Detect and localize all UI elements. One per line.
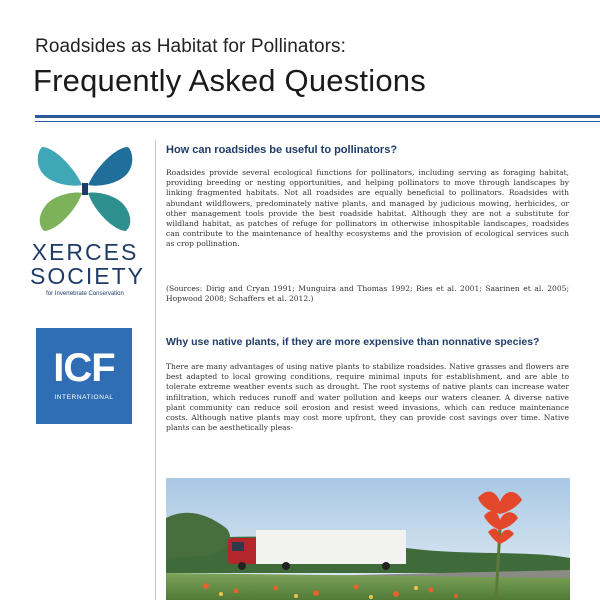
xerces-tagline: for Invertebrate Conservation [46, 291, 124, 297]
answer-paragraph-2: There are many advantages of using native plants to stabilize roadsides. Native grasses and flowers are best adapted to local growing conditions, require minimal inputs for establishment, and are able to tolerate extreme weather events such as drought. The root systems of native plants can increase water infiltration, which reduces runoff and water pollution and keeps our waters cleaner. A diverse native plant community can reduce soil erosion and resist weed invasions, which can reduce maintenance costs. Although native plants may cost more upfront, they can provide cost savings over time. Native plants can be aesthetically pleas- [166, 362, 569, 433]
icf-wordmark: ICF [53, 346, 115, 390]
xerces-wordmark-line2: SOCIETY [30, 263, 145, 289]
xerces-wordmark-line1: XERCES [31, 239, 139, 265]
page-title: Frequently Asked Questions [33, 63, 426, 98]
question-heading-2: Why use native plants, if they are more expensive than nonnative species? [166, 336, 540, 348]
question-heading-1: How can roadsides be useful to pollinators? [166, 144, 398, 156]
roadside-photo-graphic [166, 478, 570, 600]
icf-international-logo [36, 328, 132, 424]
page-subtitle: Roadsides as Habitat for Pollinators: [35, 36, 347, 57]
roadside-wildflower-photo [166, 478, 570, 600]
header-rule-thin [35, 121, 600, 122]
page-header [0, 0, 600, 135]
answer-paragraph-1: Roadsides provide several ecological functions for pollinators, including serving as foraging habitat, providing breeding or nesting opportunities, and helping pollinators to move through landscapes by linking fragmented habitats. Not all roadsides are equally beneficial to pollinators. Roadsides with abundant wildflowers, predominately native plants, and managed by judicious mowing, herbicides, or other management tools provide the best roadside habitat. Although they are not a substitute for wildland habitat, as patches of refuge for pollinators in otherwise inhospitable landscapes, roadsides can contribute to the maintenance of healthy ecosystems and the provision of ecological services such as crop pollination. [166, 168, 569, 249]
answer-sources-1: (Sources: Dirig and Cryan 1991; Munguira and Thomas 1992; Ries et al. 2001; Saarinen et al. 2005; Hopwood 2008; Schaffers et al. 2012.) [166, 284, 569, 304]
column-divider [155, 140, 156, 600]
xerces-society-logo [30, 145, 145, 320]
icf-subtitle: INTERNATIONAL [54, 394, 114, 401]
header-rule-thick [35, 115, 600, 118]
xerces-butterfly-icon [34, 145, 136, 233]
